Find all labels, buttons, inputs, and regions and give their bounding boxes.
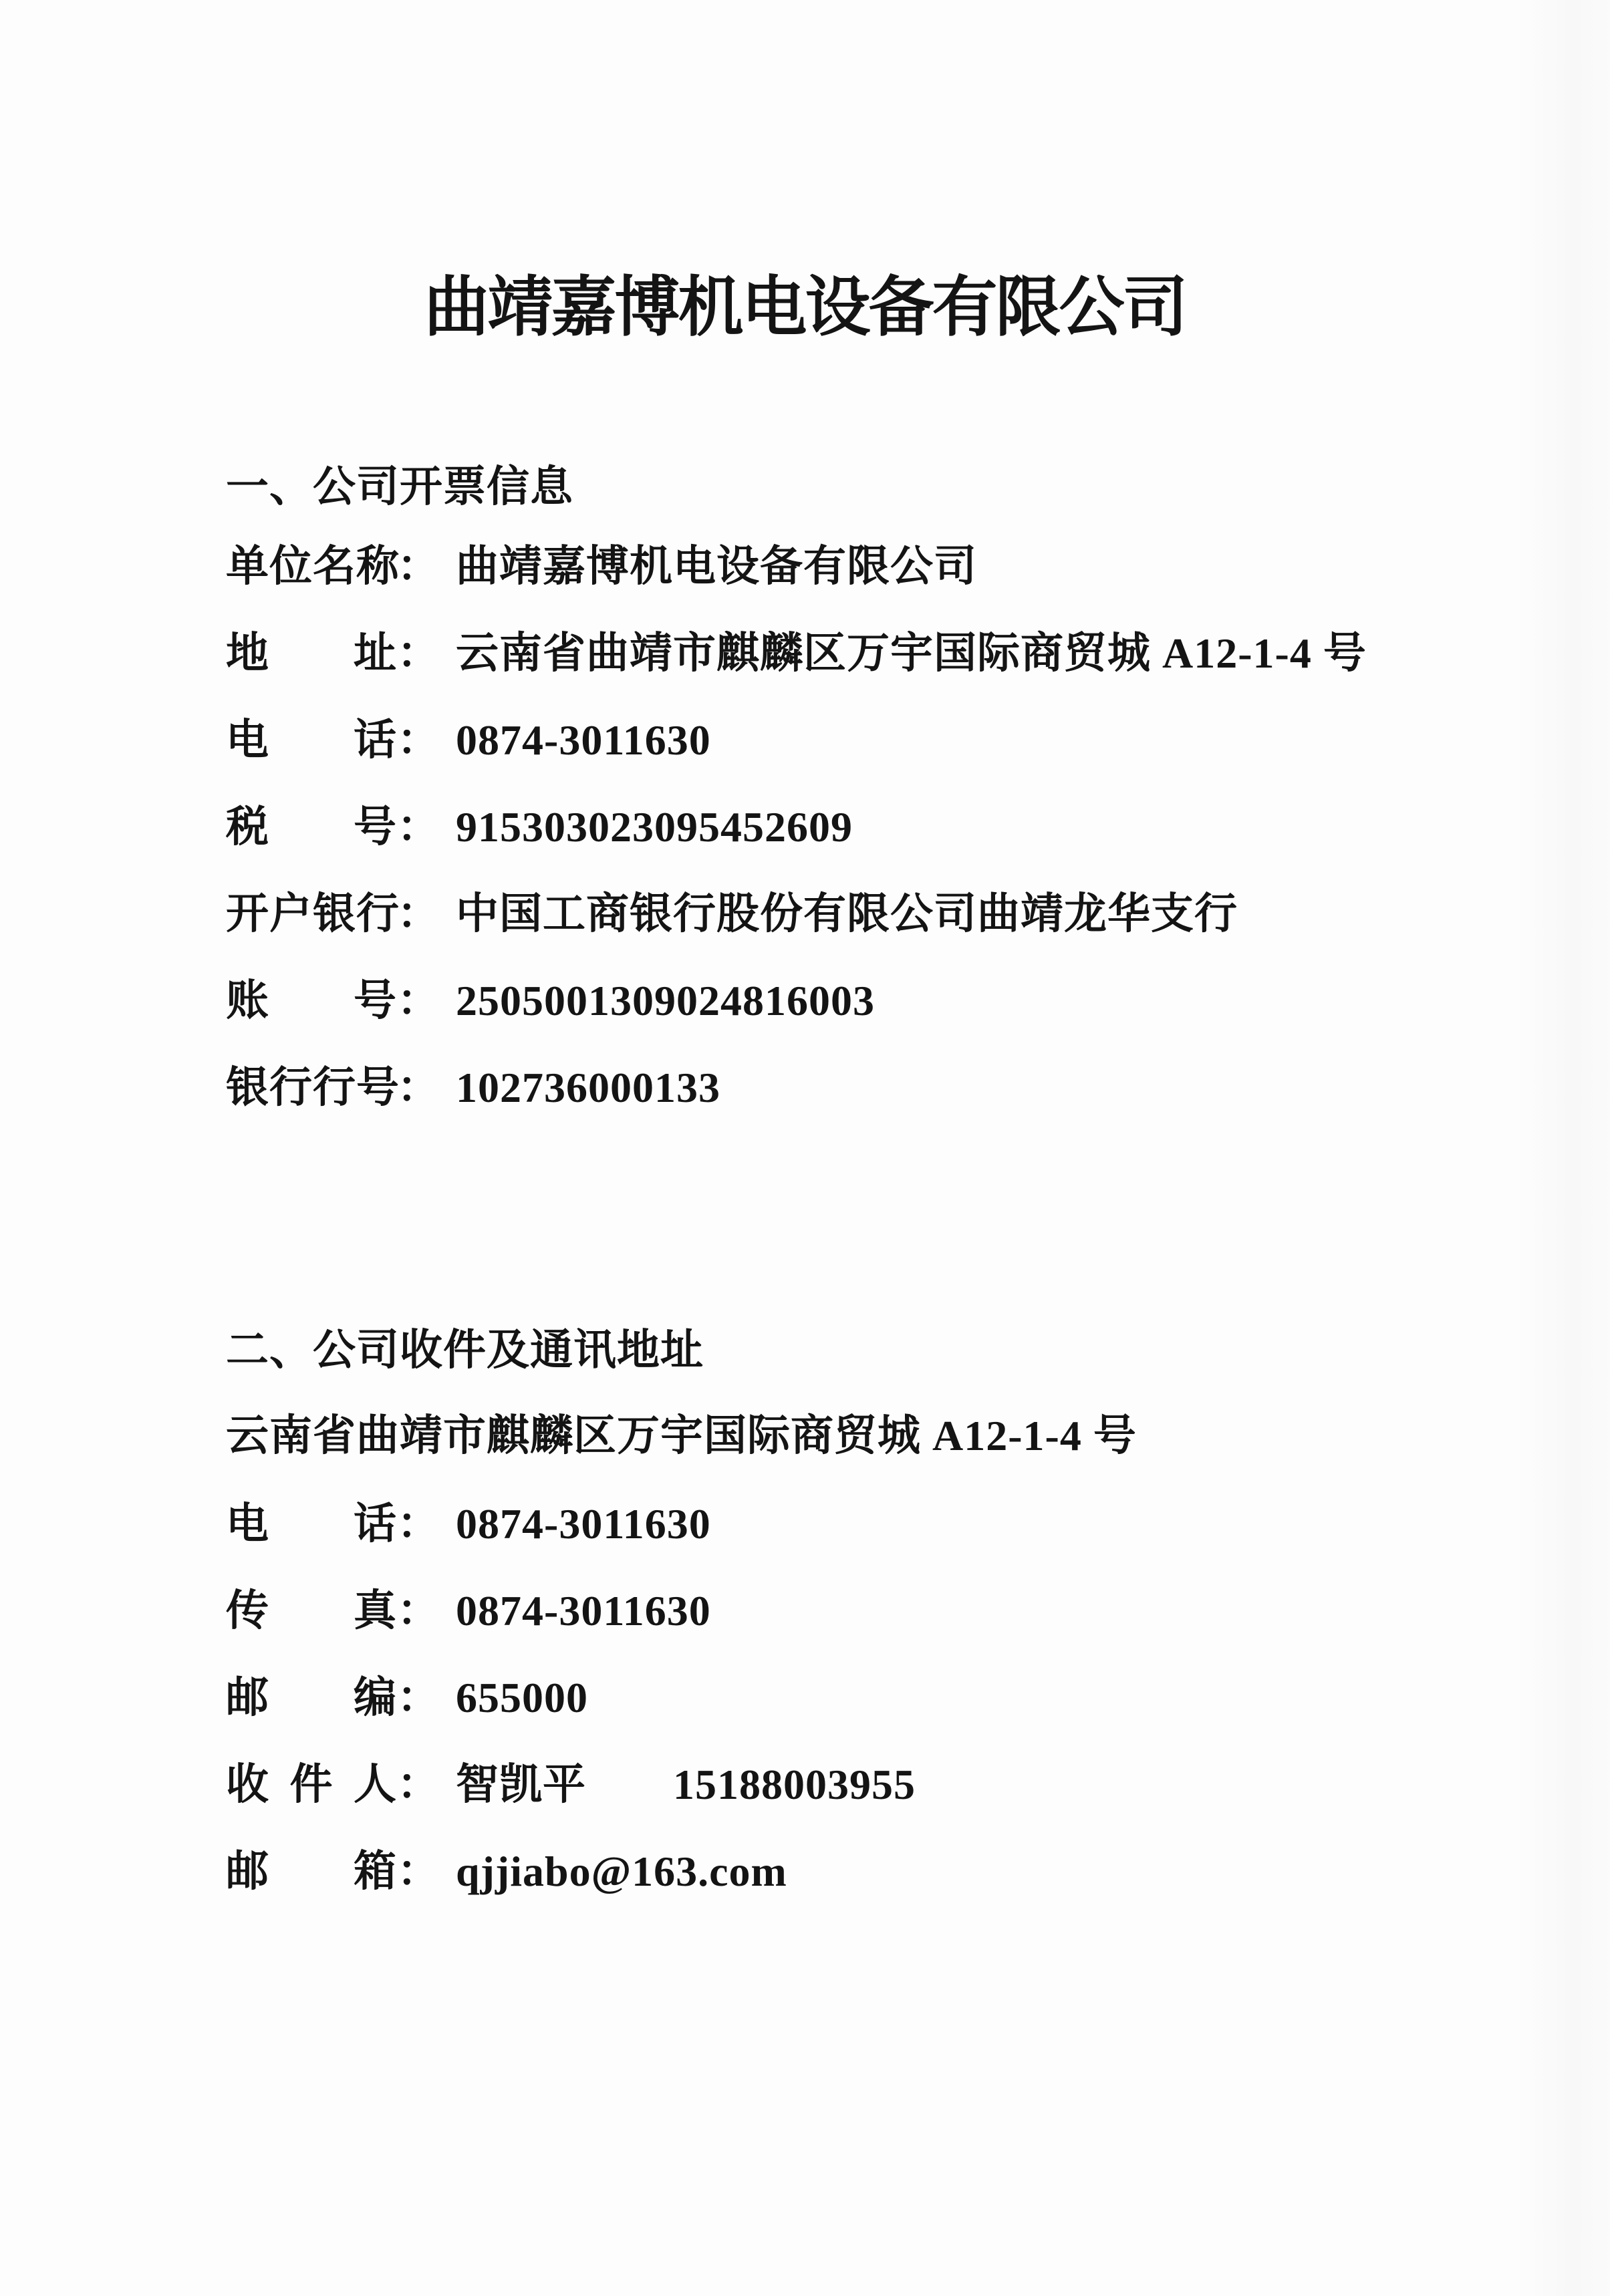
row-label: 地址 — [226, 629, 397, 677]
info-row-account-number — [226, 977, 875, 1024]
row-value: 云南省曲靖市麒麟区万宇国际商贸城 A12-1-4 号 — [456, 629, 1367, 677]
contact-row-recipient — [226, 1763, 916, 1806]
row-colon: ： — [397, 716, 440, 764]
row-value: 0874-3011630 — [456, 1500, 711, 1548]
row-value: 0874-3011630 — [456, 1587, 711, 1634]
row-label: 电话 — [226, 716, 397, 764]
row-colon: ： — [397, 1500, 440, 1548]
mailing-address: 云南省曲靖市麒麟区万宇国际商贸城 A12-1-4 号 — [226, 1412, 1137, 1459]
info-row-bank — [226, 890, 1238, 938]
row-value: 0874-3011630 — [456, 716, 711, 764]
row-colon: ： — [397, 1064, 440, 1111]
row-value: qjjiabo@163.com — [456, 1848, 787, 1895]
row-colon: ： — [397, 1587, 440, 1634]
recipient-name: 智凯平 — [456, 1761, 586, 1808]
row-label: 邮编 — [226, 1674, 397, 1721]
section1-heading: 一、公司开票信息 — [226, 463, 573, 511]
row-colon: ： — [397, 543, 440, 590]
row-value: 曲靖嘉博机电设备有限公司 — [456, 543, 977, 590]
info-row-phone — [226, 716, 711, 764]
row-colon: ： — [397, 803, 440, 851]
contact-row-email — [226, 1850, 787, 1893]
row-label: 税号 — [226, 803, 397, 851]
info-row-company-name — [226, 545, 977, 588]
contact-row-postcode — [226, 1674, 588, 1721]
row-label: 收件人 — [226, 1761, 397, 1808]
row-label: 开户银行 — [226, 890, 400, 938]
section2-heading: 二、公司收件及通讯地址 — [226, 1326, 704, 1374]
row-colon: ： — [397, 1674, 440, 1721]
row-label: 电话 — [226, 1500, 397, 1548]
row-colon: ： — [397, 1848, 440, 1895]
row-value: 102736000133 — [456, 1064, 720, 1111]
row-value: 915303023095452609 — [456, 803, 853, 851]
info-row-address — [226, 629, 1367, 677]
row-label: 传真 — [226, 1587, 397, 1634]
row-value: 2505001309024816003 — [456, 977, 875, 1024]
row-label: 银行行号 — [226, 1064, 400, 1111]
recipient-phone: 15188003955 — [673, 1761, 916, 1808]
row-colon: ： — [397, 1761, 440, 1808]
contact-row-fax — [226, 1587, 711, 1634]
row-value: 中国工商银行股份有限公司曲靖龙华支行 — [456, 890, 1238, 938]
row-colon: ： — [397, 629, 440, 677]
company-title: 曲靖嘉博机电设备有限公司 — [424, 272, 1186, 344]
row-label: 邮箱 — [226, 1848, 397, 1895]
info-row-tax-id — [226, 803, 853, 851]
contact-row-phone — [226, 1500, 711, 1548]
row-colon: ： — [397, 977, 440, 1024]
row-colon: ： — [397, 890, 440, 938]
row-label: 单位名称 — [226, 543, 400, 590]
row-label: 账号 — [226, 977, 397, 1024]
row-value: 655000 — [456, 1674, 588, 1721]
info-row-bank-code — [226, 1066, 720, 1109]
